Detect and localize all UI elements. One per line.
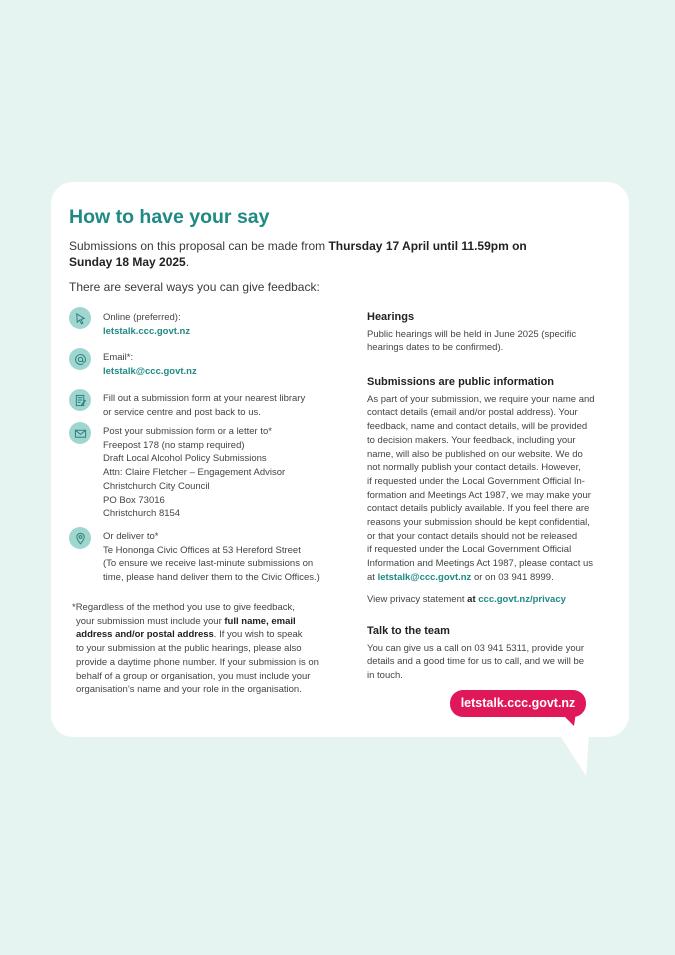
form-line-1: Fill out a submission form at your nearest library bbox=[103, 393, 306, 404]
online-label: Online (preferred): bbox=[103, 312, 181, 323]
public-info-line: feedback, name and contact details, will be provided bbox=[367, 421, 588, 433]
post-address-line: Christchurch City Council bbox=[103, 480, 210, 492]
post-address-line: PO Box 73016 bbox=[103, 494, 165, 506]
submission-requirements-note bbox=[72, 601, 352, 697]
privacy-link[interactable]: ccc.govt.nz/privacy bbox=[478, 593, 566, 605]
note-line: to your submission at the public hearings, please also bbox=[76, 643, 302, 655]
at-icon bbox=[69, 348, 91, 370]
public-info-line: As part of your submission, we require your name and bbox=[367, 393, 595, 405]
public-info-line: or that your contact details should not be released bbox=[367, 530, 578, 542]
hearings-title: Hearings bbox=[367, 311, 415, 323]
page-title: How to have your say bbox=[69, 206, 270, 228]
talk-line: details and a good time for us to call, and we will be bbox=[367, 656, 585, 668]
public-info-line: if requested under the Local Government Official In- bbox=[367, 475, 585, 487]
public-info-line: formation and Meetings Act 1987, we may make your bbox=[367, 489, 591, 501]
talk-line: You can give us a call on 03 941 5311, provide your bbox=[367, 642, 585, 654]
public-info-line: if requested under the Local Government Official bbox=[367, 544, 572, 556]
public-info-line: reasons your submission should be kept confidential, bbox=[367, 517, 590, 529]
public-info-line: contact details publicly available. If you feel there are bbox=[367, 503, 590, 515]
hearings-section bbox=[367, 311, 617, 355]
post-address-line: Draft Local Alcohol Policy Submissions bbox=[103, 453, 267, 465]
letstalk-badge[interactable]: letstalk.ccc.govt.nz bbox=[450, 690, 586, 717]
public-info-line: Information and Meetings Act 1987, please contact us bbox=[367, 558, 594, 570]
note-line: address and/or postal address. If you wish to speak bbox=[76, 629, 303, 641]
public-info-section bbox=[367, 376, 617, 606]
public-info-line: not normally publish your contact details. However, bbox=[367, 462, 581, 474]
talk-title: Talk to the team bbox=[367, 625, 450, 637]
email-link[interactable]: letstalk@ccc.govt.nz bbox=[103, 365, 197, 377]
public-info-title: Submissions are public information bbox=[367, 376, 555, 388]
talk-section bbox=[367, 625, 617, 683]
public-info-line: name, will also be published on our website. We do bbox=[367, 448, 583, 460]
deliver-line: time, please hand deliver them to the Civic Offices.) bbox=[103, 572, 320, 584]
contact-email-link[interactable]: letstalk@ccc.govt.nz bbox=[377, 571, 472, 583]
post-address-line: Freepost 178 (no stamp required) bbox=[103, 439, 245, 451]
privacy-line: View privacy statement at ccc.govt.nz/privacy bbox=[367, 593, 566, 605]
note-line: your submission must include your full name, email bbox=[76, 615, 296, 627]
form-icon bbox=[69, 389, 91, 411]
post-address-line: Christchurch 8154 bbox=[103, 508, 181, 520]
note-line: provide a daytime phone number. If your submission is on bbox=[76, 656, 319, 668]
deliver-label: Or deliver to* bbox=[103, 531, 159, 542]
ways-text: There are several ways you can give feedback: bbox=[69, 280, 320, 294]
cursor-icon bbox=[69, 307, 91, 329]
hearings-line: hearings dates to be confirmed). bbox=[367, 342, 504, 354]
intro-text: Submissions on this proposal can be made from Thursday 17 April until 11.59pm on Sunday 18 May 2025. bbox=[69, 239, 527, 269]
online-link[interactable]: letstalk.ccc.govt.nz bbox=[103, 325, 191, 337]
note-line: *Regardless of the method you use to give feedback, bbox=[72, 602, 295, 613]
form-line-2: or service centre and post back to us. bbox=[103, 406, 261, 418]
public-info-line: contact details (email and/or postal address). Your bbox=[367, 407, 578, 419]
post-address-line: Attn: Claire Fletcher – Engagement Advisor bbox=[103, 467, 286, 479]
note-line: organisation’s name and your role in the organisation. bbox=[76, 684, 302, 696]
hearings-line: Public hearings will be held in June 2025 (specific bbox=[367, 328, 577, 340]
deliver-line: (To ensure we receive last-minute submissions on bbox=[103, 558, 314, 570]
speech-bubble-tail bbox=[550, 720, 590, 776]
envelope-icon bbox=[69, 422, 91, 444]
map-pin-icon bbox=[69, 527, 91, 549]
note-line: behalf of a group or organisation, you must include your bbox=[76, 670, 311, 682]
post-label: Post your submission form or a letter to* bbox=[103, 426, 272, 437]
public-info-line: to decision makers. Your feedback, including your bbox=[367, 434, 576, 446]
public-info-contact-line: at letstalk@ccc.govt.nz or on 03 941 8999. bbox=[367, 571, 554, 583]
talk-line: in touch. bbox=[367, 670, 403, 682]
deliver-line: Te Hononga Civic Offices at 53 Hereford Street bbox=[103, 544, 301, 556]
email-label: Email*: bbox=[103, 352, 134, 363]
